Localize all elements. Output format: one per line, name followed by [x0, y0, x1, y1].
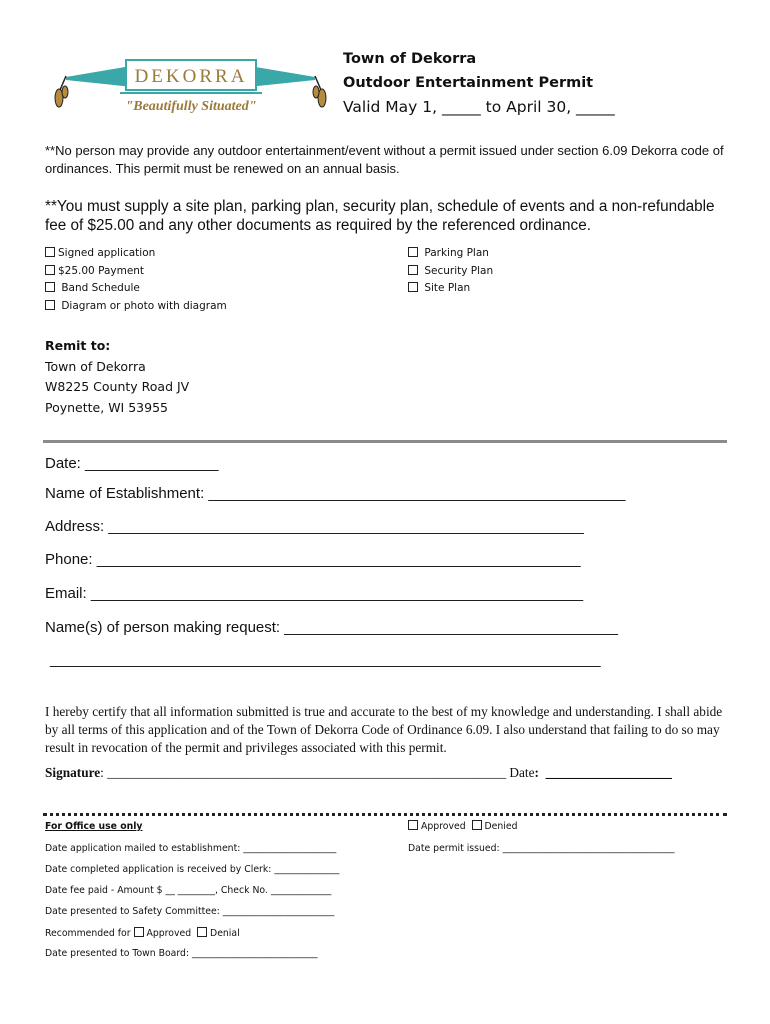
- check-security-plan[interactable]: Security Plan: [408, 263, 493, 281]
- denied-label: Denied: [484, 821, 518, 832]
- phone-field[interactable]: Phone: __________________________________________________________: [45, 551, 581, 568]
- check-parking-plan[interactable]: Parking Plan: [408, 245, 493, 263]
- checkbox-icon[interactable]: [134, 927, 144, 937]
- remit-line-1: Town of Dekorra: [45, 358, 146, 374]
- checkbox-icon[interactable]: [45, 282, 55, 292]
- remit-line-2: W8225 County Road JV: [45, 379, 190, 394]
- signature-line[interactable]: Signature: ____________________________________________________________ Date: ___________________: [45, 765, 672, 780]
- check-signed-application[interactable]: Signed application: [45, 245, 227, 263]
- title-permit: Outdoor Entertainment Permit: [343, 75, 594, 91]
- email-field[interactable]: Email: ___________________________________________________________: [45, 585, 584, 602]
- title-town: Town of Dekorra: [343, 51, 477, 67]
- remit-line-3: Poynette, WI 53955: [45, 399, 168, 415]
- date-permit-issued-field[interactable]: Date permit issued: _____________________________________: [408, 843, 675, 854]
- recommended-label: Recommended for: [45, 928, 131, 939]
- checkbox-icon[interactable]: [45, 247, 55, 257]
- checkbox-icon[interactable]: [45, 265, 55, 275]
- valid-period: Valid May 1, _____ to April 30, _____: [343, 98, 615, 116]
- address-field[interactable]: Address: _________________________________________________________: [45, 518, 584, 535]
- check-band-schedule[interactable]: Band Schedule: [45, 280, 227, 298]
- signature-label: Signature: [45, 765, 101, 780]
- recommendation: Recommended for Approved Denial: [45, 928, 240, 939]
- certification-text: I hereby certify that all information submitted is true and accurate to the best of my knowledge and understanding. I shall abide by all terms of this application and of the Town of Dekorra Code of Ordinance 6.09. I also understand that failing to do so may result in revocation of the permit and privileges associated with this permit.: [45, 704, 723, 755]
- safety-committee-field[interactable]: Date presented to Safety Committee: ________________________: [45, 906, 335, 917]
- remit-address: [45, 336, 189, 418]
- logo-tagline: "Beautifully Situated": [125, 99, 257, 114]
- persons-field[interactable]: Name(s) of person making request: ________________________________________: [45, 619, 618, 636]
- check-payment[interactable]: $25.00 Payment: [45, 263, 227, 281]
- check-site-plan[interactable]: Site Plan: [408, 280, 493, 298]
- approval-status: [408, 820, 518, 832]
- notice-permit-required: **No person may provide any outdoor entertainment/event without a permit issued under section 6.09 Dekorra code of ordinances. This permit must be renewed on an annual basis.: [45, 143, 724, 176]
- date-mailed-field[interactable]: Date application mailed to establishment: ____________________: [45, 843, 337, 854]
- checklist-left: [45, 245, 227, 315]
- signature-date[interactable]: ___________________: [545, 765, 672, 780]
- town-board-field[interactable]: Date presented to Town Board: ___________________________: [45, 948, 318, 959]
- date-field[interactable]: Date: ________________: [45, 455, 219, 472]
- fee-paid-field[interactable]: Date fee paid - Amount $ __ ________, Check No. _____________: [45, 885, 332, 896]
- persons-field-continued[interactable]: __________________________________________________________________: [50, 651, 601, 668]
- logo-graphic: [48, 52, 333, 122]
- remit-label: Remit to:: [45, 338, 111, 353]
- checkbox-icon[interactable]: [408, 282, 418, 292]
- office-divider: [43, 813, 727, 816]
- checklist-right: [408, 245, 493, 298]
- section-divider: [43, 440, 727, 443]
- office-use-title: For Office use only: [45, 821, 143, 832]
- checkbox-icon[interactable]: [408, 247, 418, 257]
- establishment-field[interactable]: Name of Establishment: __________________________________________________: [45, 485, 626, 502]
- dekorra-logo: [48, 52, 333, 122]
- notice-requirements: **You must supply a site plan, parking plan, security plan, schedule of events and a non-refundable fee of $25.00 and any other documents as required by the referenced ordinance.: [45, 198, 715, 234]
- checkbox-icon[interactable]: [408, 820, 418, 830]
- approved-label: Approved: [421, 821, 466, 832]
- date-received-field[interactable]: Date completed application is received by Clerk: ______________: [45, 864, 340, 875]
- checkbox-icon[interactable]: [197, 927, 207, 937]
- logo-name: DEKORRA: [134, 66, 248, 87]
- checkbox-icon[interactable]: [45, 300, 55, 310]
- checkbox-icon[interactable]: [472, 820, 482, 830]
- checkbox-icon[interactable]: [408, 265, 418, 275]
- check-diagram[interactable]: Diagram or photo with diagram: [45, 298, 227, 316]
